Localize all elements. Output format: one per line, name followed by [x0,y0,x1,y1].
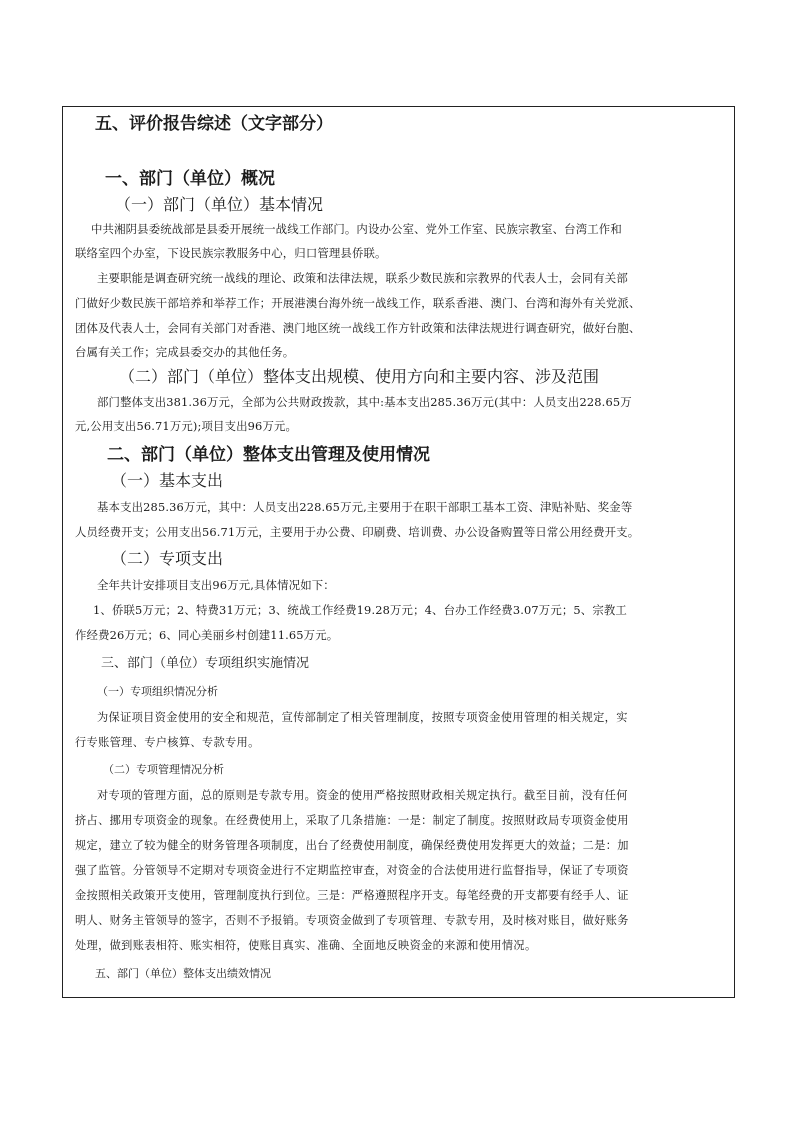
part3-sub1-title: （一）专项组织情况分析 [97,685,218,698]
paragraph-line: 中共湘阴县委统战部是县委开展统一战线工作部门。内设办公室、党外工作室、民族宗教室、台湾工作和 [91,223,622,236]
paragraph-line: 台属有关工作；完成县委交办的其他任务。 [75,346,295,359]
paragraph-line: 人员经费开支；公用支出56.71万元，主要用于办公费、印刷费、培训费、办公设备购置等日常公用经费开支。 [75,526,640,539]
section-title: 五、评价报告综述（文字部分） [95,114,333,134]
paragraph-line: 金按照相关政策开支使用，管理制度执行到位。三是：严格遵照程序开支。每笔经费的开支都要有经手人、证 [75,889,629,902]
part2-title: 二、部门（单位）整体支出管理及使用情况 [107,445,430,465]
paragraph-line: 规定，建立了较为健全的财务管理各项制度，出台了经费使用制度，确保经费使用发挥更大的效益；二是：加 [75,839,629,852]
paragraph-line: 1、侨联5万元；2、特费31万元；3、统战工作经费19.28万元；4、台办工作经费3.07万元；5、宗教工 [93,604,627,617]
part5-title: 五、部门（单位）整体支出绩效情况 [95,967,271,980]
paragraph-line: 行专账管理、专户核算、专款专用。 [75,736,260,749]
paragraph-line: 对专项的管理方面，总的原则是专款专用。资金的使用严格按照财政相关规定执行。截至目前，没有任何 [97,789,628,802]
paragraph-line: 明人、财务主管领导的签字，否则不予报销。专项资金做到了专项管理、专款专用，及时核对账目，做好账务 [75,914,629,927]
paragraph-line: 团体及代表人士，会同有关部门对香港、澳门地区统一战线工作方针政策和法律法规进行调查研究，做好台胞、 [75,322,641,335]
paragraph-line: 处理，做到账表相符、账实相符，使账目真实、准确、全面地反映资金的来源和使用情况。 [75,939,537,952]
paragraph-line: 部门整体支出381.36万元，全部为公共财政拨款，其中:基本支出285.36万元(其中：人员支出228.65万 [97,396,632,409]
part3-title: 三、部门（单位）专项组织实施情况 [101,656,310,671]
part2-sub1-title: （一）基本支出 [111,471,224,490]
paragraph-line: 门做好少数民族干部培养和举荐工作；开展港澳台海外统一战线工作，联系香港、澳门、台湾和海外有关党派、 [75,297,641,310]
paragraph-line: 全年共计安排项目支出96万元,具体情况如下： [97,579,335,592]
paragraph-line: 为保证项目资金使用的安全和规范，宣传部制定了相关管理制度，按照专项资金使用管理的相关规定，实 [97,711,628,724]
paragraph-line: 基本支出285.36万元，其中：人员支出228.65万元,主要用于在职干部职工基本工资、津贴补贴、奖金等 [97,501,633,514]
paragraph-line: 主要职能是调查研究统一战线的理论、政策和法律法规，联系少数民族和宗教界的代表人士，会同有关部 [97,272,628,285]
paragraph-line: 强了监管。分管领导不定期对专项资金进行不定期监控审查，对资金的合法使用进行监督指导，保证了专项资 [75,864,629,877]
paragraph-line: 元,公用支出56.71万元);项目支出96万元。 [75,420,298,433]
paragraph-line: 作经费26万元；6、同心美丽乡村创建11.65万元。 [75,629,339,642]
part1-sub1-title: （一）部门（单位）基本情况 [115,195,324,214]
paragraph-line: 挤占、挪用专项资金的现象。在经费使用上，采取了几条措施：一是：制定了制度。按照财政局专项资金使用 [75,814,629,827]
paragraph-line: 联络室四个办室，下设民族宗教服务中心，归口管理县侨联。 [75,247,387,260]
report-summary-box [62,106,735,998]
part1-title: 一、部门（单位）概况 [105,169,275,189]
part1-sub2-title: （二）部门（单位）整体支出规模、使用方向和主要内容、涉及范围 [119,367,600,386]
part3-sub2-title: （二）专项管理情况分析 [103,763,224,776]
part2-sub2-title: （二）专项支出 [111,549,224,568]
